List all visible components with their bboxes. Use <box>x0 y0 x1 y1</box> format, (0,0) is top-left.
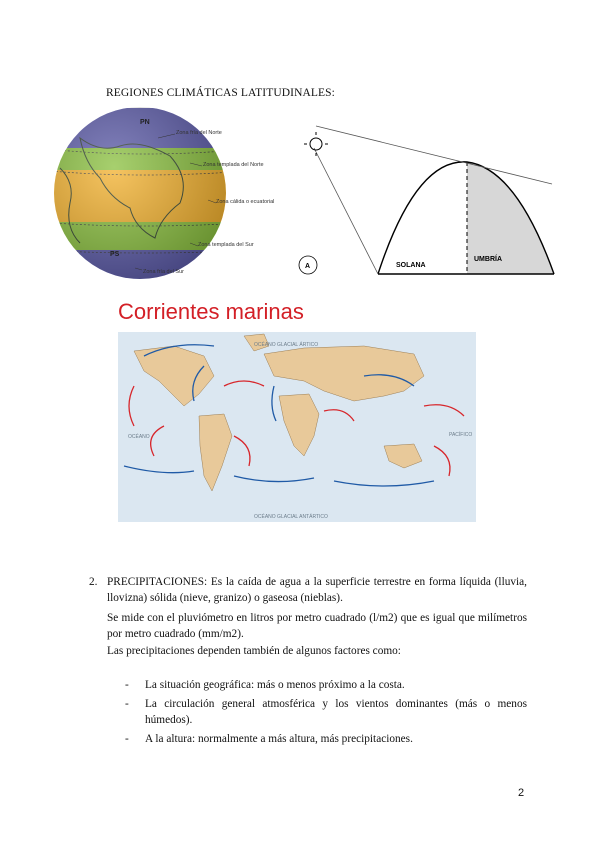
page-number: 2 <box>518 787 525 799</box>
currents-title: Corrientes marinas <box>118 299 304 324</box>
precipitation-definition: PRECIPITACIONES: Es la caída de agua a la superficie terrestre en forma líquida (lluvia, llovizna) sólida (nieve, granizo) o gaseosa (nieblas). <box>107 576 527 604</box>
section-heading: REGIONES CLIMÁTICAS LATITUDINALES: <box>106 87 335 99</box>
section-number: 2. <box>89 576 98 588</box>
globe-zone-label: Zona templada del Norte <box>203 162 264 168</box>
umbria-label: UMBRÍA <box>474 256 502 263</box>
climate-zones-globe-figure <box>40 108 275 282</box>
solana-label: SOLANA <box>396 262 426 269</box>
list-item: - La situación geográfica: más o menos próximo a la costa. <box>125 679 405 691</box>
ocean-label: OCÉANO <box>128 434 150 440</box>
globe-ps-label: PS <box>110 251 120 258</box>
ocean-label: PACÍFICO <box>449 432 473 438</box>
globe-zone-label: Zona fría del Sur <box>143 269 184 275</box>
factors-list <box>121 677 527 750</box>
globe-zone-label: Zona fría del Norte <box>176 130 222 136</box>
sun-icon <box>310 138 322 150</box>
precipitation-measurement: Se mide con el pluviómetro en litros por metro cuadrado (l/m2) que es igual que milímetros por metro cuadrado (mm/m2). <box>107 612 527 640</box>
list-item: - A la altura: normalmente a más altura, más precipitaciones. <box>125 733 413 745</box>
globe-zone-label: Zona cálida o ecuatorial <box>216 199 275 205</box>
valley-marker-label: A <box>305 263 311 270</box>
ocean-currents-map <box>104 296 490 534</box>
ocean-label: OCÉANO GLACIAL ANTÁRTICO <box>254 514 328 520</box>
globe-zone-label: Zona templada del Sur <box>198 242 254 248</box>
solana-umbria-diagram <box>286 108 558 282</box>
globe-pn-label: PN <box>140 119 150 126</box>
ocean-label: OCÉANO GLACIAL ÁRTICO <box>254 342 319 348</box>
precipitation-factors-intro: Las precipitaciones dependen también de algunos factores como: <box>107 645 401 657</box>
list-item: - La circulación general atmosférica y los vientos dominantes (más o menos húmedos). <box>125 698 527 726</box>
